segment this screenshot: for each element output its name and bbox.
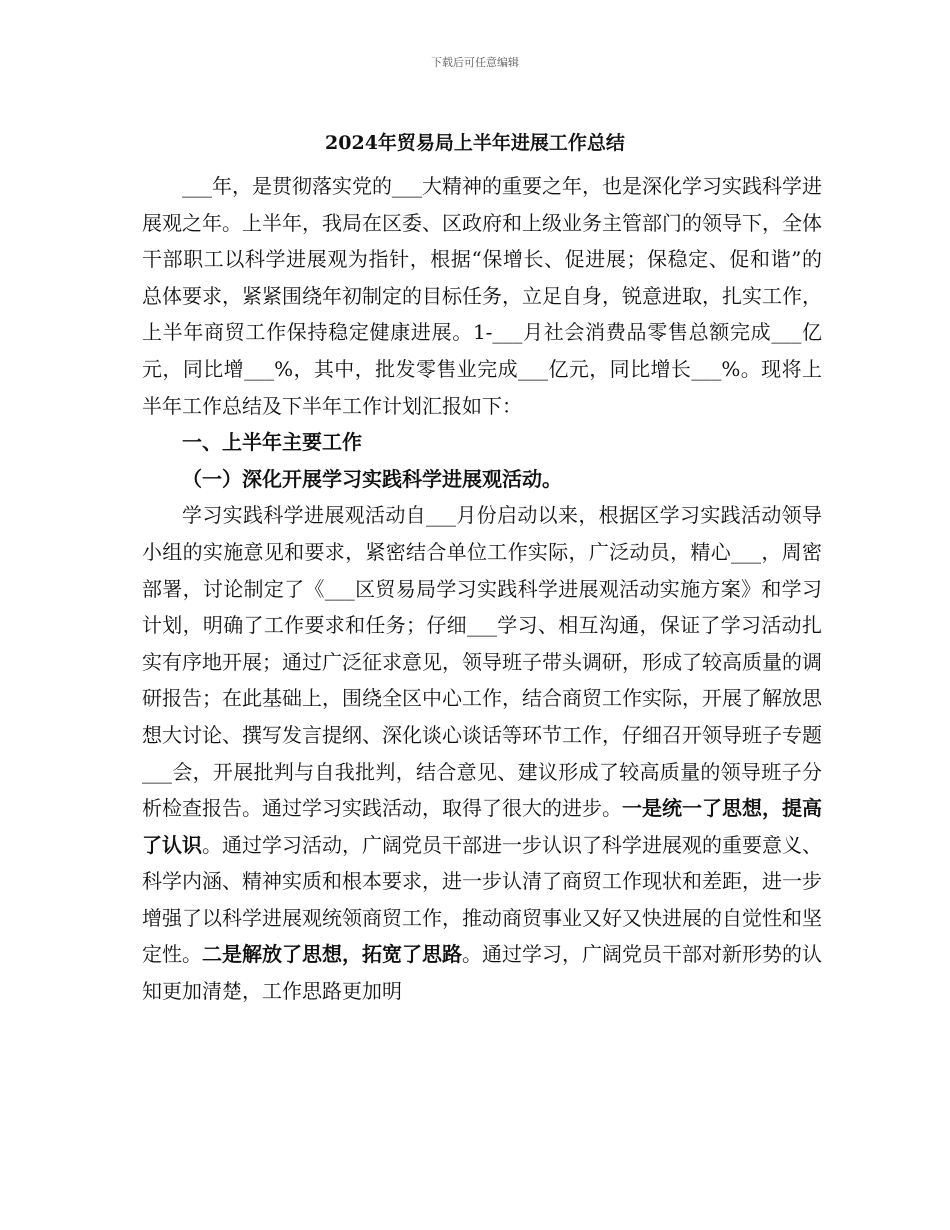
document-body: [142, 168, 822, 1010]
page-header: 下载后可任意编辑: [431, 56, 519, 69]
para-text: 学习实践科学进展观活动自___月份启动以来，根据区学习实践活动领导小组的实施意见和要求，紧密结合单位工作实际，广泛动员，精心___，周密部署，讨论制定了《___区贸易局学习实践科学进展观活动实施方案》和学习计划，明确了工作要求和任务；仔细___学习、相互沟通，保证了学习活动扎实有序地开展；通过广泛征求意见，领导班子带头调研，形成了较高质量的调研报告；在此基础上，围绕全区中心工作，结合商贸工作实际，开展了解放思想大讨论、撰写发言提纲、深化谈心谈话等环节工作，仔细召开领导班子专题___会，开展批判与自我批判，结合意见、建议形成了较高质量的领导班子分析检查报告。通过学习实践活动，取得了很大的进步。: [142, 503, 822, 821]
document-title: 2024年贸易局上半年进展工作总结: [325, 132, 625, 154]
para-emphasis: 一是统一了思想，提高了认识: [142, 796, 822, 857]
subsection-heading: （一）深化开展学习实践科学进展观活动。: [182, 466, 562, 491]
para-text: 。通过学习活动，广阔党员干部进一步认识了科学进展观的重要意义、科学内涵、精神实质和根本要求，进一步认清了商贸工作现状和差距，进一步增强了以科学进展观统领商贸工作，推动商贸事业又好又快进展的自觉性和坚定性。: [142, 832, 822, 967]
para-text: 。通过学习，广阔党员干部对新形势的认知更加清楚，工作思路更加明: [142, 942, 822, 1004]
para-emphasis: 二是解放了思想，拓宽了思路: [202, 942, 462, 967]
body-paragraph: [142, 497, 822, 1009]
intro-paragraph: ___年，是贯彻落实党的___大精神的重要之年，也是深化学习实践科学进展观之年。上半年，我局在区委、区政府和上级业务主管部门的领导下，全体干部职工以科学进展观为指针，根据“保增长、促进展；保稳定、促和谐”的总体要求，紧紧围绕年初制定的目标任务，立足自身，锐意进取，扎实工作，上半年商贸工作保持稳定健康进展。1-___月社会消费品零售总额完成___亿元，同比增___%，其中，批发零售业完成___亿元，同比增长___%。现将上半年工作总结及下半年工作计划汇报如下：: [142, 174, 822, 418]
section-heading: 一、上半年主要工作: [182, 430, 362, 455]
